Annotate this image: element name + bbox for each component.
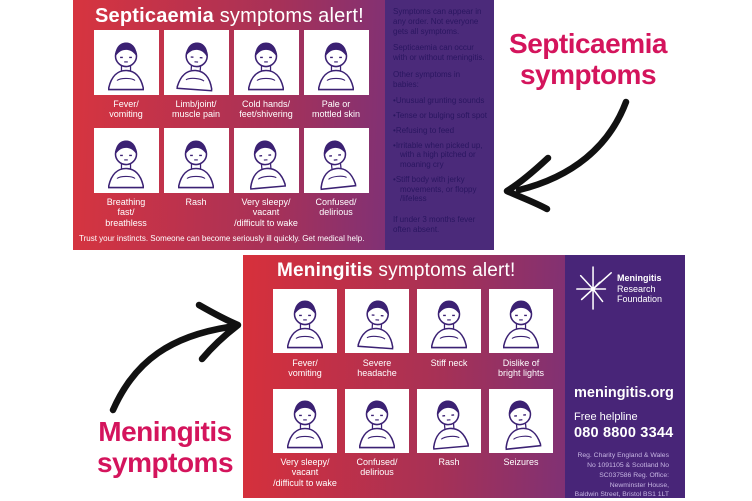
starburst-icon — [573, 263, 615, 315]
symptom-box-severe-headache — [345, 289, 409, 353]
sidebar-bullet-item: • Stiff body with jerky movements, or floppy /lifeless — [393, 175, 488, 204]
child-figure-icon — [167, 135, 225, 193]
symptom-box-confused-delirious — [304, 128, 369, 193]
symptom-label: Very sleepy/ vacant /difficult to wake — [273, 457, 337, 488]
sidebar-bullet-item: • Refusing to feed — [393, 126, 488, 136]
symptom-label: Severe headache — [357, 358, 397, 379]
symptom-label: Cold hands/ feet/shivering — [239, 99, 293, 120]
child-figure-icon — [276, 395, 334, 453]
septicaemia-card-title — [95, 5, 364, 28]
registration-text — [573, 451, 669, 500]
septicaemia-card — [73, 0, 494, 250]
symptom-label: Very sleepy/ vacant /difficult to wake — [234, 197, 298, 228]
symptom-box-confused-delirious — [345, 389, 409, 453]
sidebar-paragraph: Other symptoms in babies: — [393, 69, 461, 89]
symptom-box-pale-mottled-skin — [304, 30, 369, 95]
meningitis-card — [243, 255, 685, 498]
title-disease-word: Meningitis — [277, 260, 373, 281]
meningitis-symptoms-label: Meningitis symptoms — [96, 416, 234, 479]
symptom-box-very-sleepy — [273, 389, 337, 453]
symptom-label: Fever/ vomiting — [288, 358, 322, 379]
symptom-label: Fever/ vomiting — [109, 99, 143, 120]
child-figure-icon — [489, 392, 553, 453]
logo-line: Research — [617, 283, 656, 294]
child-figure-icon — [346, 293, 408, 353]
child-figure-icon — [307, 37, 365, 95]
meningitis-right-panel — [565, 255, 685, 498]
title-rest: symptoms alert! — [213, 5, 364, 27]
symptom-box-very-sleepy — [234, 128, 299, 193]
symptom-box-fever-vomiting — [94, 30, 159, 95]
symptom-box-limb-joint-muscle-pain — [164, 30, 229, 95]
sidebar-bullet-item: • Tense or bulging soft spot — [393, 111, 488, 121]
symptom-box-breathing-fast — [94, 128, 159, 193]
child-figure-icon — [420, 295, 478, 353]
symptom-label: Limb/joint/ muscle pain — [171, 99, 221, 120]
arrow-to-meningitis-icon — [113, 305, 238, 410]
sidebar-bullet-item: • Unusual grunting sounds — [393, 96, 488, 106]
sidebar-bullet-item: • Irritable when picked up, with a high pitched or moaning cry — [393, 141, 488, 170]
septicaemia-symptom-grid — [91, 30, 371, 228]
registration-line: Newminster House, — [609, 481, 669, 489]
child-figure-icon — [97, 37, 155, 95]
trust-instincts-line: Trust your instincts. Someone can become seriously ill quickly. Get medical help. — [79, 234, 365, 243]
symptom-label: Breathing fast/ breathless — [105, 197, 147, 228]
meningitis-card-title — [277, 260, 516, 282]
helpline-label: Free helpline — [574, 411, 638, 423]
sidebar-paragraph: Symptoms can appear in any order. Not everyone gets all symptoms. — [393, 7, 482, 36]
child-figure-icon — [492, 295, 550, 353]
logo-text — [617, 273, 662, 305]
symptom-label: Stiff neck — [430, 358, 468, 368]
child-figure-icon — [276, 295, 334, 353]
symptom-box-rash — [417, 389, 481, 453]
baby-symptoms-list — [393, 96, 488, 204]
arrow-to-septicaemia-icon — [507, 102, 626, 209]
septicaemia-symptoms-label: Septicaemia symptoms — [509, 28, 667, 91]
child-figure-icon — [235, 133, 298, 193]
registration-line: Reg. Charity England & Wales — [577, 452, 669, 459]
septicaemia-sidebar-notes — [385, 0, 494, 250]
registration-line: Baldwin Street, Bristol BS1 1LT — [574, 491, 669, 499]
symptom-box-rash — [164, 128, 229, 193]
symptom-box-seizures — [489, 389, 553, 453]
child-figure-icon — [348, 395, 406, 453]
meningitis-symptom-grid — [269, 289, 557, 488]
symptom-label: Dislike of bright lights — [497, 358, 545, 379]
child-figure-icon — [97, 135, 155, 193]
website-text: meningitis.org — [574, 385, 674, 401]
title-rest: symptoms alert! — [372, 260, 516, 281]
symptom-label: Confused/ delirious — [315, 197, 357, 218]
symptom-box-dislike-bright-lights — [489, 289, 553, 353]
symptom-box-cold-hands-feet — [234, 30, 299, 95]
child-figure-icon — [418, 393, 481, 453]
title-disease-word: Septicaemia — [95, 5, 214, 27]
symptom-label: Rash — [185, 197, 207, 207]
logo-line: Meningitis — [617, 273, 662, 284]
child-figure-icon — [237, 37, 295, 95]
sidebar-note: If under 3 months fever often absent. — [393, 215, 476, 234]
registration-line: No 1091105 & Scotland No — [587, 461, 669, 469]
symptom-label: Seizures — [503, 457, 539, 467]
child-figure-icon — [165, 35, 227, 95]
symptom-label: Confused/ delirious — [356, 457, 398, 478]
logo-line: Foundation — [617, 294, 663, 305]
child-figure-icon — [304, 132, 368, 193]
registration-line: SC037586 Reg. Office: — [599, 471, 669, 479]
symptom-box-fever-vomiting — [273, 289, 337, 353]
symptom-label: Rash — [438, 457, 460, 467]
symptom-label: Pale or mottled skin — [311, 99, 361, 120]
mrf-logo — [573, 263, 662, 315]
symptom-box-stiff-neck — [417, 289, 481, 353]
sidebar-paragraph: Septicaemia can occur with or without meningitis. — [393, 43, 485, 62]
helpline-number: 080 8800 3344 — [574, 425, 674, 441]
